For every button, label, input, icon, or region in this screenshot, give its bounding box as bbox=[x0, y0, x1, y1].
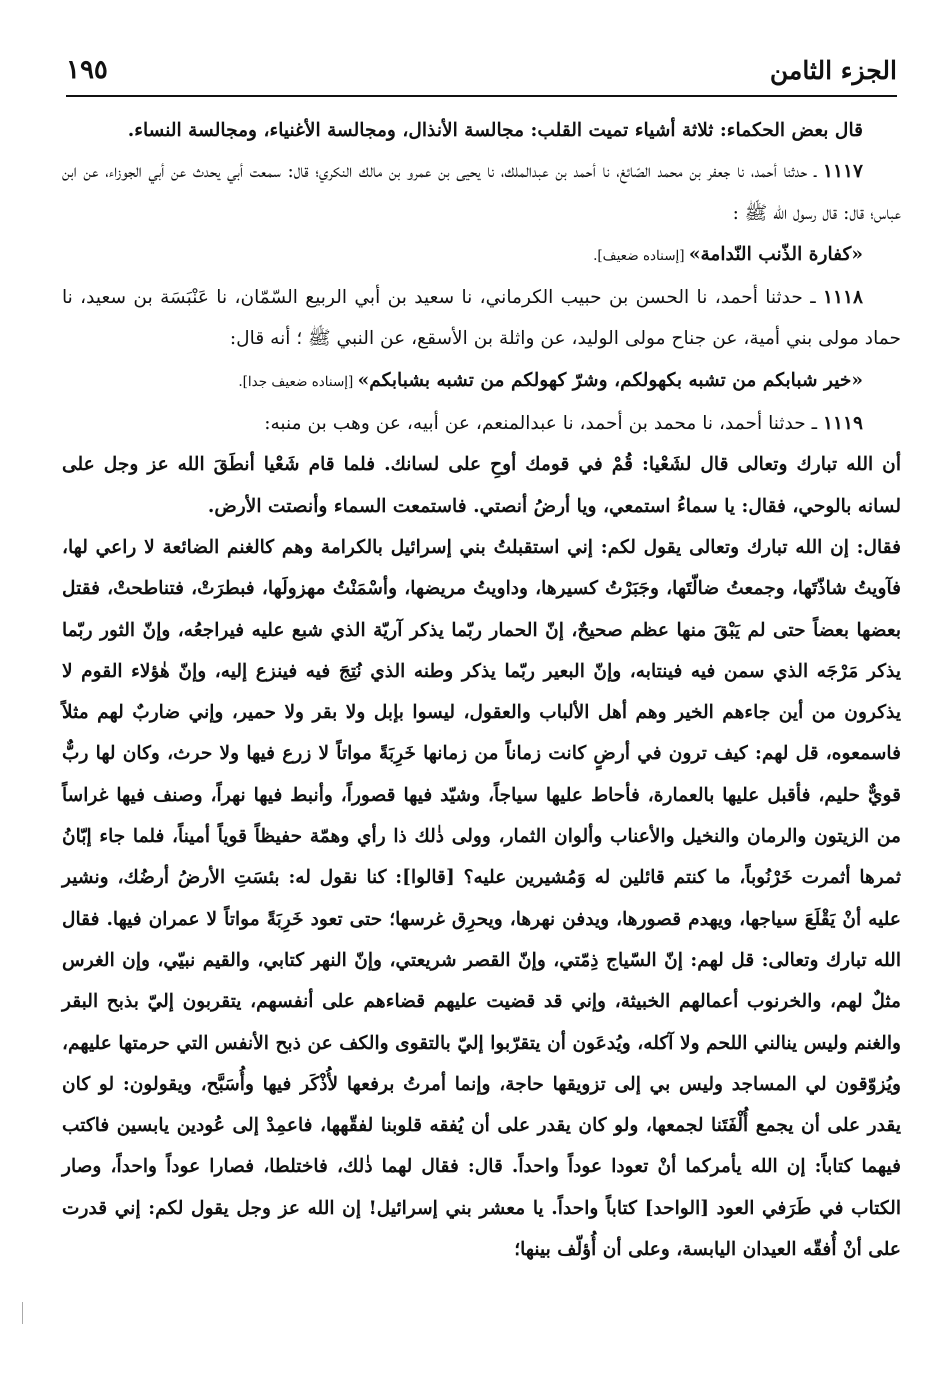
isnad-text: ـ حدثنا أحمد، نا جعفر بن محمد الصّائغ، نا أحمد بن عبدالملك، نا يحيى بن عمرو بن مالك النكري؛ قال: سمعت أبي يحدث عن أبي الجوزاء، عن ابن عباس؛ قال: قال رسول الله ﷺ : bbox=[62, 161, 901, 224]
narrative-paragraph-2: فقال: إن الله تبارك وتعالى يقول لكم: إني استقبلتُ بني إسرائيل بالكرامة وهم كالغنم الضائعة لا راعي لها، فآويتُ شاذّتَها، وجمعتُ ضالّتَها، وجَبَرْتُ كسيرها، وداويتُ مريضها، وأسْمَنْتُ مهزولَها، فبطرَتْ، فتناطحتْ، فقتل بعضها بعضاً حتى لم يَبْقَ منها عظم صحيحٌ، إنّ الحمار ربّما يذكر آريّة الذي شبع عليه فيراجعُه، وإنّ الثور ربّما يذكر مَرْجَه الذي سمن فيه فينتابه، وإنّ البعير ربّما يذكر وطنه الذي نُتِجَ فيه فينزع إليه، وإنّ هٰؤلاء القوم لا يذكرون من أين جاءهم الخير وهم أهل الألباب والعقول، ليسوا بإبل ولا بقر ولا حمير، وإني ضاربٌ لهم مثلاً فاسمعوه، قل لهم: كيف ترون في أرضٍ كانت زماناً من زمانها خَرِبَةً مواتاً لا زرع فيها ولا حرث، وكان لها ربٌّ قويٌّ حليم، فأقبل عليها بالعمارة، فأحاط عليها سياجاً، وشيّد فيها قصوراً، وأنبط فيها نهراً، وصنف فيها غراساً من الزيتون والرمان والنخيل والأعناب وألوان الثمار، وولى ذٰلك ذا رأي وهمّة حفيظاً قوياً أميناً، فلما جاء إبّانُ ثمرها أثمرت خَرْنُوباً، ما كنتم قائلين له وَمُشيرين عليه؟ [قالوا]: كنا نقول له: بئسَتِ الأرضُ أرضُك، ونشير عليه أنْ يَقْلَعَ سياجها، ويهدم قصورها، ويدفن نهرها، ويحرِق غرسها؛ حتى تعود خَرِبَةً مواتاً لا عمران فيها. فقال الله تبارك وتعالى: قل لهم: إنّ السّياج ذِمّتي، وإنّ القصر شريعتي، وإنّ النهر كتابي، والقيم نبيّي، وإن الغرس مثلٌ لهم، والخرنوب أعمالهم الخبيثة، وإني قد قضيت عليهم قضاءهم على أنفسهم، يتقربون إليّ بذبح البقر والغنم وليس ينالني اللحم ولا آكله، ويُدعَون أن يتقرّبوا إليّ بالتقوى والكف عن ذبح الأنفس التي حرمتها عليهم، ويُزوّقون لي المساجد وليس بي إلى تزويقها حاجة، وإنما أمرتُ برفعها لأُذْكَر فيها وأُسَبَّح، ويقولون: لو كان يقدر على أن يجمع أُلْفَتَنا لجمعها، ولو كان يقدر على أن يُفقه قلوبنا لفقّهها، فاعمِدْ إلى عُودين يابسين فاكتب فيهما كتاباً: إن الله يأمركما أنْ تعودا عوداً واحداً. قال: فقال لهما ذٰلك، فاختلطا، فصارا عوداً واحداً، وصار الكتاب في طَرَفي العود [الواحد] كتاباً واحداً. يا معشر بني إسرائيل! إن الله عز وجل يقول لكم: إني قدرت على أنْ أُفقّه العيدان اليابسة، وعلى أن أُؤلّف بينها؛ bbox=[62, 536, 901, 1261]
hadith-number: ١١١٨ bbox=[823, 287, 863, 309]
hadith-1117-matn-line bbox=[62, 234, 901, 277]
hadith-grade: [إسناده ضعيف جدا]. bbox=[238, 373, 358, 390]
wisdom-quote-paragraph: قال بعض الحكماء: ثلاثة أشياء تميت القلب: مجالسة الأنذال، ومجالسة الأغنياء، ومجالسة النساء. bbox=[127, 120, 863, 141]
hadith-number: ١١١٩ bbox=[823, 413, 863, 435]
hadith-1119-isnad bbox=[62, 403, 901, 444]
isnad-text: ـ حدثنا أحمد، نا محمد بن أحمد، نا عبدالمنعم، عن أبيه، عن وهب بن منبه: bbox=[264, 413, 824, 435]
header-volume-title: الجزء الثامن bbox=[769, 55, 897, 85]
hadith-matn: «خير شبابكم من تشبه بكهولكم، وشرّ كهولكم من تشبه بشبابكم» bbox=[357, 369, 863, 391]
hadith-1118-matn-line bbox=[62, 360, 901, 403]
header-rule bbox=[66, 95, 897, 97]
hadith-number: ١١١٧ bbox=[823, 161, 863, 183]
isnad-text: ـ حدثنا أحمد، نا الحسن بن حبيب الكرماني، نا سعيد بن أبي الربيع السّمّان، نا عَنْبَسَة بن سعيد، نا حماد مولى بني أمية، عن جناح مولى الوليد، عن واثلة بن الأسقع، عن النبي ﷺ ؛ أنه قال: bbox=[62, 287, 901, 350]
page-number: ١٩٥ bbox=[66, 55, 108, 85]
hadith-1118-isnad bbox=[62, 277, 901, 360]
page-body bbox=[62, 110, 901, 1270]
hadith-matn: «كفارة الذّنب النّدامة» bbox=[688, 243, 863, 265]
running-header bbox=[66, 50, 897, 90]
hadith-grade: [إسناده ضعيف]. bbox=[593, 247, 689, 264]
hadith-1117-isnad bbox=[62, 151, 901, 234]
margin-mark bbox=[22, 1302, 23, 1324]
narrative-paragraph-1: أن الله تبارك وتعالى قال لشَعْيا: قُمْ في قومك أوحِ على لسانك. فلما قام شَعْيا أنطَقَ الله عز وجل على لسانه بالوحي، فقال: يا سماءُ استمعي، ويا أرضُ أنصتي. فاستمعت السماء وأنصتت الأرض. bbox=[62, 454, 901, 517]
